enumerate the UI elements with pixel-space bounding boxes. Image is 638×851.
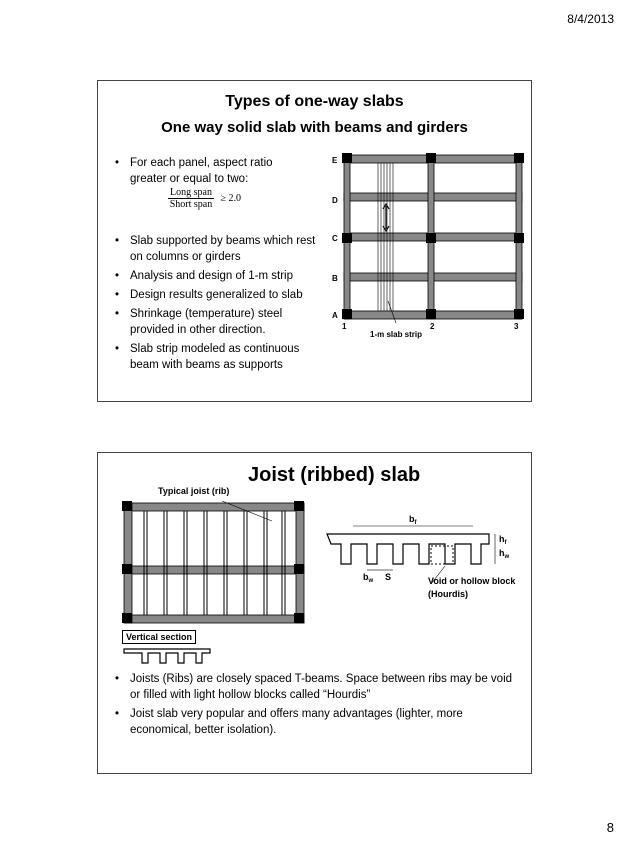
void-block-label: Void or hollow block (Hourdis) xyxy=(428,576,516,599)
plan-joists xyxy=(144,511,285,615)
page-number: 8 xyxy=(606,820,614,835)
row-label-c: C xyxy=(332,234,338,243)
bullet-item: • Joists (Ribs) are closely spaced T-beams. Space between ribs may be void or filled with light hollow blocks called “Hourdis” xyxy=(112,671,517,703)
joist-plan-figure xyxy=(122,501,312,626)
bullet-item: • Slab strip modeled as continuous beam with beams as supports xyxy=(112,341,324,373)
strip-label: 1-m slab strip xyxy=(370,330,423,339)
slide-joist-slab xyxy=(97,452,532,774)
column-label-3: 3 xyxy=(514,322,519,331)
bullet-item: • Analysis and design of 1-m strip xyxy=(112,268,324,284)
hw-label: $h_w$ xyxy=(499,548,510,560)
slide2-bullet-list xyxy=(112,671,517,741)
date-header: 8/4/2013 xyxy=(567,12,614,26)
plan-columns xyxy=(122,501,304,623)
hollow-block xyxy=(431,546,453,564)
vertical-section-figure xyxy=(122,645,212,667)
slide-one-way-slabs xyxy=(97,80,532,402)
bullet-item: • Shrinkage (temperature) steel provided in other direction. xyxy=(112,306,324,338)
row-label-e: E xyxy=(332,156,338,165)
typical-joist-label: Typical joist (rib) xyxy=(158,486,230,496)
equation-relation: ≥ 2.0 xyxy=(220,193,241,204)
plan-beams xyxy=(124,503,304,623)
row-label-a: A xyxy=(332,311,338,320)
row-labels xyxy=(332,156,338,320)
equation-denominator: Short span xyxy=(169,199,213,210)
bullet-item: • Design results generalized to slab xyxy=(112,287,324,303)
bw-label: $b_w$ xyxy=(363,572,374,584)
equation-numerator: Long span xyxy=(170,187,212,198)
column-labels xyxy=(342,322,519,331)
slide1-subtitle: One way solid slab with beams and girders xyxy=(161,119,468,136)
slide1-title: Types of one-way slabs xyxy=(225,93,404,110)
bullet-item: • Slab supported by beams which rest on columns or girders xyxy=(112,233,324,265)
aspect-ratio-equation xyxy=(168,187,241,210)
tee-section-outline xyxy=(327,534,489,564)
bullet-item: • Joist slab very popular and offers many advantages (lighter, more economical, better isolation). xyxy=(112,706,517,738)
row-label-b: B xyxy=(332,274,338,283)
slide1-bullet-list-top xyxy=(112,155,312,190)
s-label: S xyxy=(385,572,392,582)
row-label-d: D xyxy=(332,196,338,205)
vertical-section-label: Vertical section xyxy=(122,630,196,644)
slab-plan-figure xyxy=(330,151,530,351)
bullet-item: • For each panel, aspect ratio greater or equal to two: xyxy=(112,155,312,187)
slide1-bullet-list xyxy=(112,233,324,376)
column-label-2: 2 xyxy=(430,322,435,331)
bf-label: $b_f$ xyxy=(409,514,417,526)
hf-label: $h_f$ xyxy=(499,534,507,546)
column-label-1: 1 xyxy=(342,322,347,331)
slide2-title: Joist (ribbed) slab xyxy=(248,464,421,486)
